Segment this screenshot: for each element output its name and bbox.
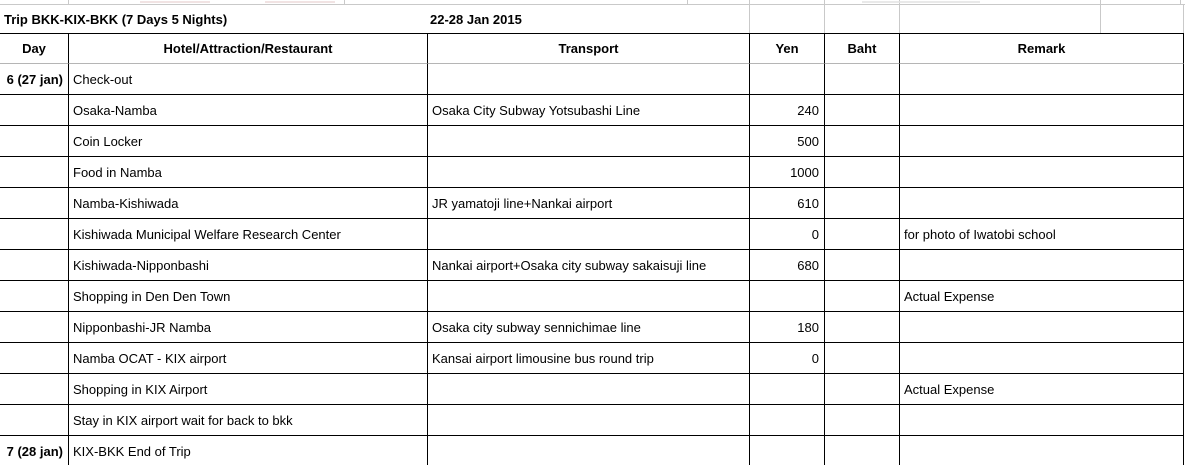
cell-transport[interactable] xyxy=(428,64,750,95)
gridline-tick xyxy=(1100,0,1101,4)
trip-title[interactable]: Trip BKK-KIX-BKK (7 Days 5 Nights) xyxy=(4,11,228,27)
cell-baht[interactable] xyxy=(825,374,900,405)
cell-transport[interactable] xyxy=(428,157,750,188)
cell-remark[interactable] xyxy=(900,250,1184,281)
cell-remark[interactable] xyxy=(900,126,1184,157)
cell-baht[interactable] xyxy=(825,188,900,219)
gridline-tick xyxy=(344,0,345,4)
cell-hotel[interactable]: Food in Namba xyxy=(69,157,428,188)
cell-day[interactable] xyxy=(0,281,69,312)
sheet-gridline xyxy=(824,5,825,33)
cell-transport[interactable] xyxy=(428,374,750,405)
cell-yen[interactable] xyxy=(750,405,825,436)
cell-day[interactable] xyxy=(0,126,69,157)
cell-yen[interactable] xyxy=(750,281,825,312)
cell-baht[interactable] xyxy=(825,157,900,188)
cell-remark[interactable]: Actual Expense xyxy=(900,281,1184,312)
header-remark[interactable]: Remark xyxy=(900,34,1184,64)
header-day[interactable]: Day xyxy=(0,34,69,64)
cell-baht[interactable] xyxy=(825,436,900,465)
cell-baht[interactable] xyxy=(825,64,900,95)
clipped-text-remnant xyxy=(862,1,980,3)
gridline-tick xyxy=(68,0,69,4)
cell-hotel[interactable]: KIX-BKK End of Trip xyxy=(69,436,428,465)
cell-hotel[interactable]: Namba-Kishiwada xyxy=(69,188,428,219)
sheet-gridline xyxy=(1100,5,1101,33)
gridline-tick xyxy=(1180,0,1181,4)
clipped-text-remnant xyxy=(140,1,210,3)
cell-day[interactable] xyxy=(0,374,69,405)
cell-yen[interactable] xyxy=(750,64,825,95)
cell-remark[interactable] xyxy=(900,188,1184,219)
cell-day[interactable] xyxy=(0,250,69,281)
cell-day[interactable]: 6 (27 jan) xyxy=(0,64,69,95)
cell-yen[interactable]: 0 xyxy=(750,343,825,374)
cell-transport[interactable]: Kansai airport limousine bus round trip xyxy=(428,343,750,374)
cell-transport[interactable] xyxy=(428,126,750,157)
cell-day[interactable] xyxy=(0,188,69,219)
cell-baht[interactable] xyxy=(825,219,900,250)
cell-hotel[interactable]: Shopping in Den Den Town xyxy=(69,281,428,312)
cell-yen[interactable] xyxy=(750,374,825,405)
cell-baht[interactable] xyxy=(825,281,900,312)
cell-transport[interactable] xyxy=(428,219,750,250)
cell-day[interactable]: 7 (28 jan) xyxy=(0,436,69,465)
cell-remark[interactable] xyxy=(900,95,1184,126)
clipped-text-remnant xyxy=(265,1,335,3)
cell-yen[interactable]: 1000 xyxy=(750,157,825,188)
cell-hotel[interactable]: Check-out xyxy=(69,64,428,95)
cell-hotel[interactable]: Kishiwada-Nipponbashi xyxy=(69,250,428,281)
cell-transport[interactable] xyxy=(428,281,750,312)
cell-transport[interactable]: Osaka City Subway Yotsubashi Line xyxy=(428,95,750,126)
cell-hotel[interactable]: Namba OCAT - KIX airport xyxy=(69,343,428,374)
cell-baht[interactable] xyxy=(825,95,900,126)
cell-day[interactable] xyxy=(0,312,69,343)
sheet-gridline xyxy=(749,5,750,33)
itinerary-table xyxy=(0,33,1184,465)
cell-hotel[interactable]: Stay in KIX airport wait for back to bkk xyxy=(69,405,428,436)
cell-day[interactable] xyxy=(0,405,69,436)
header-hotel[interactable]: Hotel/Attraction/Restaurant xyxy=(69,34,428,64)
cell-remark[interactable] xyxy=(900,157,1184,188)
cell-baht[interactable] xyxy=(825,126,900,157)
cell-yen[interactable]: 500 xyxy=(750,126,825,157)
cell-remark[interactable] xyxy=(900,405,1184,436)
gridline-tick xyxy=(749,0,750,4)
cell-baht[interactable] xyxy=(825,312,900,343)
gridline-tick xyxy=(824,0,825,4)
cell-hotel[interactable]: Osaka-Namba xyxy=(69,95,428,126)
cell-hotel[interactable]: Coin Locker xyxy=(69,126,428,157)
cell-remark[interactable] xyxy=(900,343,1184,374)
cell-hotel[interactable]: Nipponbashi-JR Namba xyxy=(69,312,428,343)
cell-day[interactable] xyxy=(0,157,69,188)
cell-baht[interactable] xyxy=(825,343,900,374)
sheet-gridline xyxy=(1183,5,1184,33)
cell-transport[interactable] xyxy=(428,405,750,436)
title-row xyxy=(0,5,1185,33)
cell-hotel[interactable]: Kishiwada Municipal Welfare Research Center xyxy=(69,219,428,250)
cell-remark[interactable] xyxy=(900,64,1184,95)
sheet-gridline xyxy=(899,5,900,33)
cell-yen[interactable]: 180 xyxy=(750,312,825,343)
cell-day[interactable] xyxy=(0,343,69,374)
header-yen[interactable]: Yen xyxy=(750,34,825,64)
cell-baht[interactable] xyxy=(825,405,900,436)
header-transport[interactable]: Transport xyxy=(428,34,750,64)
cell-yen[interactable] xyxy=(750,436,825,465)
gridline-tick xyxy=(687,0,688,4)
header-baht[interactable]: Baht xyxy=(825,34,900,64)
cell-yen[interactable]: 680 xyxy=(750,250,825,281)
cell-yen[interactable]: 0 xyxy=(750,219,825,250)
cell-day[interactable] xyxy=(0,219,69,250)
cell-yen[interactable]: 610 xyxy=(750,188,825,219)
cell-transport[interactable]: JR yamatoji line+Nankai airport xyxy=(428,188,750,219)
cell-remark[interactable]: Actual Expense xyxy=(900,374,1184,405)
trip-dates[interactable]: 22-28 Jan 2015 xyxy=(430,11,522,27)
cell-transport[interactable]: Osaka city subway sennichimae line xyxy=(428,312,750,343)
cell-transport[interactable]: Nankai airport+Osaka city subway sakaisuji line xyxy=(428,250,750,281)
cell-transport[interactable] xyxy=(428,436,750,465)
cell-day[interactable] xyxy=(0,95,69,126)
cell-yen[interactable]: 240 xyxy=(750,95,825,126)
cell-remark[interactable]: for photo of Iwatobi school xyxy=(900,219,1184,250)
cell-remark[interactable] xyxy=(900,436,1184,465)
cell-hotel[interactable]: Shopping in KIX Airport xyxy=(69,374,428,405)
cell-remark[interactable] xyxy=(900,312,1184,343)
cell-baht[interactable] xyxy=(825,250,900,281)
